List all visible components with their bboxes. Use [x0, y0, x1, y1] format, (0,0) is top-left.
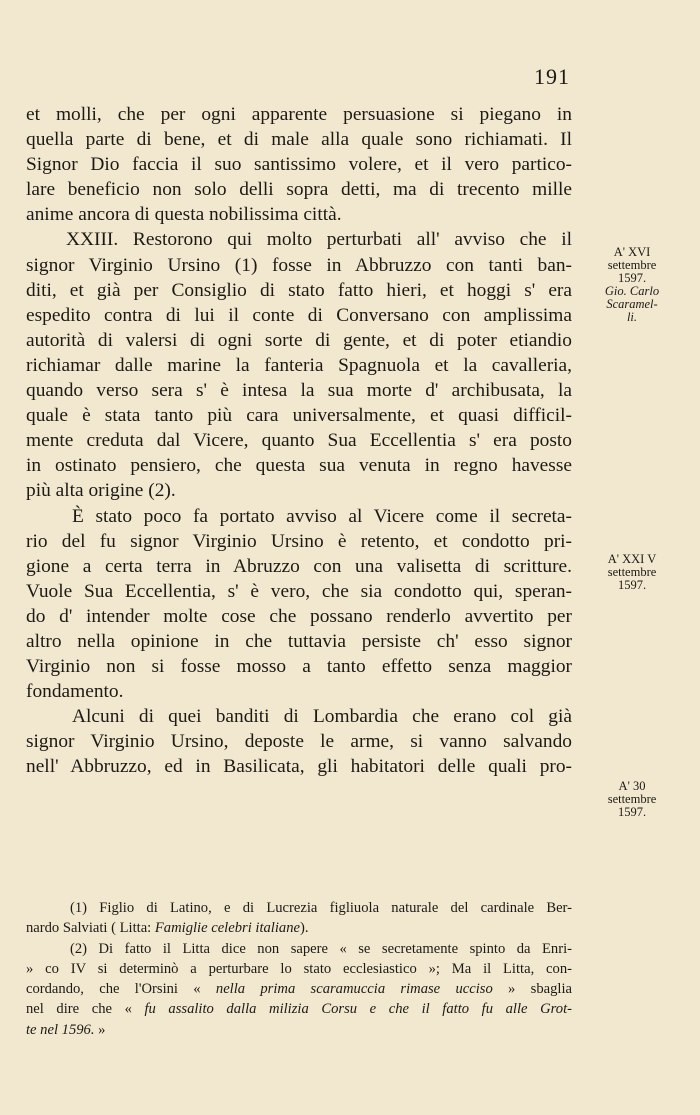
text-line: fondamento.: [26, 681, 124, 703]
paragraph-3: [26, 504, 572, 705]
margin-note-line: settembre: [607, 258, 657, 272]
margin-note-author-line: Scaramel-: [606, 297, 658, 311]
margin-note-author-line: li.: [626, 310, 638, 324]
body-text: [26, 102, 572, 780]
margin-note-line: A' XVI: [613, 245, 651, 259]
paragraph-4: [26, 704, 572, 779]
text-line: gione a certa terra in Abruzzo con una valisetta di scritture.: [26, 555, 572, 577]
margin-note-line: A' XXI V: [607, 552, 657, 566]
text-line: diti, et già per Consiglio di stato fatto hieri, et hoggi s' era: [26, 279, 572, 301]
text-line: Vuole Sua Eccellentia, s' è vero, che sia condotto qui, speran-: [26, 580, 572, 602]
text-line: rio del fu signor Virginio Ursino è retento, et condotto pri-: [26, 530, 572, 552]
text-line: in ostinato pensiero, che questa sua venuta in regno havesse: [26, 455, 572, 477]
footnotes: [26, 898, 572, 1040]
page-number: 191: [534, 64, 570, 89]
text-line: do d' intender molte cose che possano renderlo avvertito per: [26, 605, 572, 627]
footnote-line: (2) Di fatto il Litta dice non sapere « se secretamente spinto da Enri-: [70, 940, 572, 957]
text-line: mente creduta dal Vicere, quanto Sua Eccellentia s' era posto: [26, 430, 572, 452]
text-line: XXIII. Restorono qui molto perturbati all' avviso che il: [66, 229, 572, 251]
text-line: quella parte di bene, et di male alla quale sono richiamati. Il: [26, 129, 572, 151]
text-line: Signor Dio faccia il suo santissimo volere, et il vero partico-: [26, 154, 572, 176]
footnote-line: (1) Figlio di Latino, e di Lucrezia figliuola naturale del cardinale Ber-: [70, 900, 572, 916]
paragraph-1: [26, 102, 572, 227]
margin-note-line: settembre: [607, 565, 657, 579]
text-line: Virginio non si fosse mosso a tanto effetto senza maggior: [26, 656, 572, 678]
text-line: signor Virginio Ursino (1) fosse in Abbruzzo con tanti ban-: [26, 254, 572, 276]
footnote-line: cordando, che l'Orsini « nella prima scaramuccia rimase ucciso » sbaglia: [26, 981, 572, 998]
text-line: altro nella opinione in che tuttavia persiste ch' esso signor: [26, 630, 572, 652]
footnote-2: [26, 939, 572, 1040]
text-line: nell' Abbruzzo, ed in Basilicata, gli habitatori delle quali pro-: [26, 756, 572, 778]
text-line: anime ancora di questa nobilissima città.: [26, 204, 342, 226]
margin-note-line: 1597.: [617, 578, 647, 592]
margin-note-author-line: Gio. Carlo: [604, 284, 660, 298]
margin-note-line: A' 30: [618, 779, 646, 793]
text-line: lare beneficio non solo delli sopra detti, ma di trecento mille: [26, 179, 572, 201]
footnote-line: nardo Salviati ( Litta: Famiglie celebri italiane).: [26, 920, 309, 937]
margin-note-line: 1597.: [617, 271, 647, 285]
text-line: espedito contra di lui il conte di Conversano con amplissima: [26, 304, 572, 326]
text-line: Alcuni di quei banditi di Lombardia che erano col già: [72, 706, 572, 728]
paragraph-2: [26, 227, 572, 503]
margin-note-line: 1597.: [617, 805, 647, 819]
footnote-1: [26, 898, 572, 939]
text-line: autorità di valersi di ogni sorte di gente, et di poter etiandio: [26, 329, 572, 351]
text-line: più alta origine (2).: [26, 480, 176, 502]
text-line: È stato poco fa portato avviso al Vicere come il secreta-: [72, 505, 572, 527]
text-line: quando verso sera s' è intesa la sua morte d' archibusata, la: [26, 380, 572, 402]
footnote-line: nel dire che « fu assalito dalla milizia Corsu e che il fatto fu alle Grot-: [26, 1001, 572, 1018]
text-line: signor Virginio Ursino, deposte le arme, si vanno salvando: [26, 731, 572, 753]
margin-note-line: settembre: [607, 792, 657, 806]
margin-note-date-1: [578, 246, 686, 324]
margin-note-date-3: [578, 780, 686, 819]
text-line: quale è stata tanto più cara universalmente, et quasi difficil-: [26, 405, 572, 427]
text-line: et molli, che per ogni apparente persuasione si piegano in: [26, 104, 572, 125]
margin-note-date-2: [578, 553, 686, 592]
footnote-line: te nel 1596. »: [26, 1021, 106, 1038]
text-line: richiamar dalle marine la fanteria Spagnuola et la cavalleria,: [26, 354, 572, 376]
footnote-line: » co IV si determinò a perturbare lo stato ecclesiastico »; Ma il Litta, con-: [26, 960, 572, 977]
